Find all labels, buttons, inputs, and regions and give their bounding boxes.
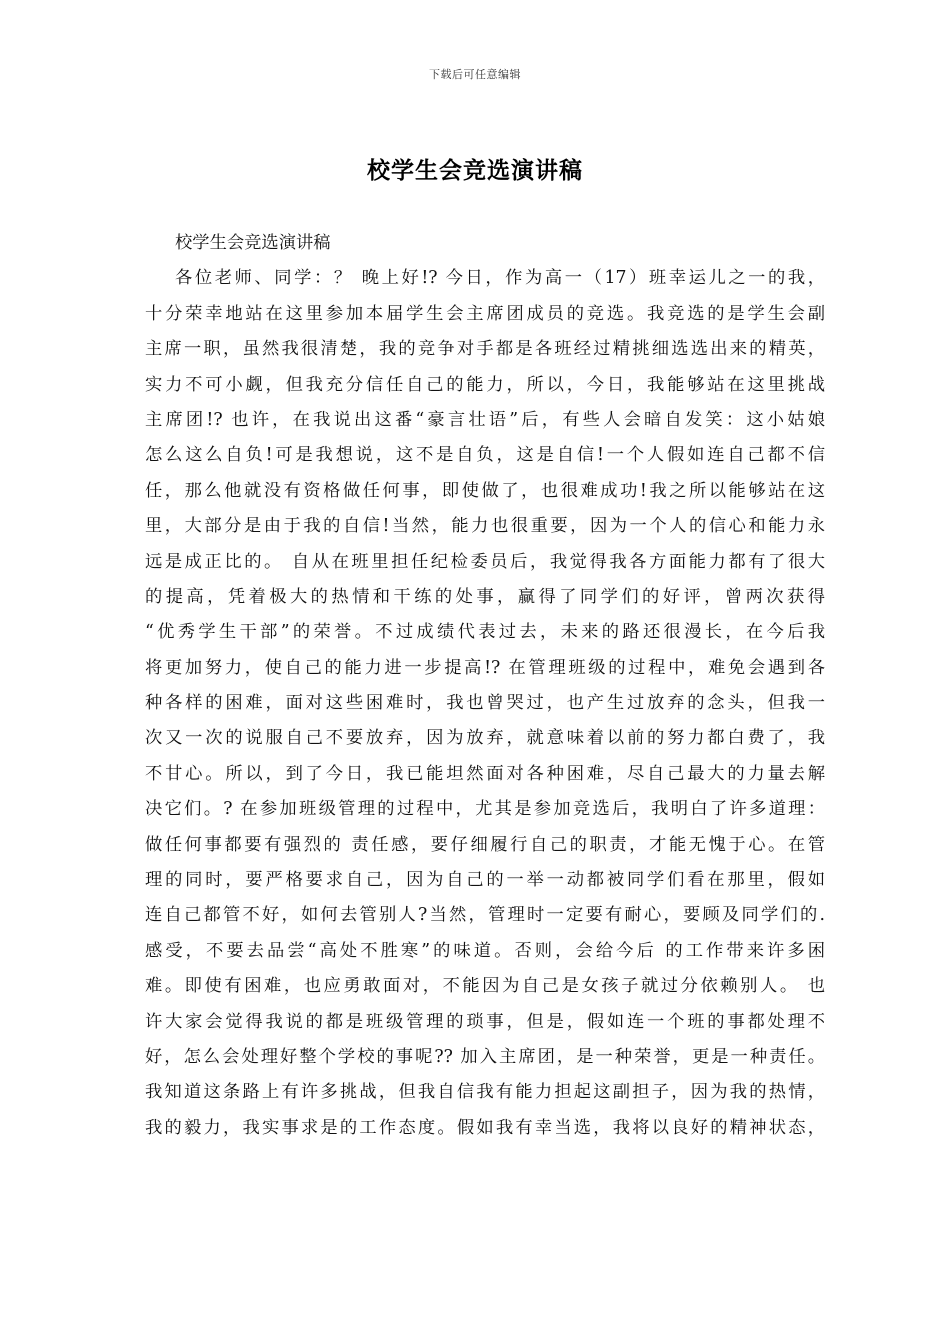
body-line: 许大家会觉得我说的都是班级管理的琐事，但是，假如连一个班的事都处理不 (145, 1011, 825, 1032)
body-line: 十分荣幸地站在这里参加本届学生会主席团成员的竞选。我竞选的是学生会副 (145, 303, 825, 324)
body-line: 里，大部分是由于我的自信!当然，能力也很重要，因为一个人的信心和能力永 (145, 516, 825, 537)
document-body (145, 226, 825, 1146)
body-line: 的提高，凭着极大的热情和干练的处事，赢得了同学们的好评，曾两次获得 (145, 586, 825, 607)
body-line: 将更加努力，使自己的能力进一步提高!? 在管理班级的过程中，难免会遇到各 (145, 657, 825, 678)
body-line: 种各样的困难，面对这些困难时，我也曾哭过，也产生过放弃的念头，但我一 (145, 693, 825, 714)
body-line: 决它们。? 在参加班级管理的过程中，尤其是参加竞选后，我明白了许多道理： (145, 799, 825, 820)
body-line: 怎么这么自负!可是我想说，这不是自负，这是自信!一个人假如连自己都不信 (145, 445, 825, 466)
body-line: 远是成正比的。 自从在班里担任纪检委员后，我觉得我各方面能力都有了很大 (145, 551, 825, 572)
body-line: 各位老师、同学：？ 晚上好!? 今日，作为高一（17）班幸运儿之一的我， (175, 268, 825, 289)
body-line-subtitle: 校学生会竞选演讲稿 (175, 233, 331, 253)
document-title: 校学生会竞选演讲稿 (367, 157, 583, 184)
body-line: 做任何事都要有强烈的 责任感，要仔细履行自己的职责，才能无愧于心。在管 (145, 834, 825, 855)
body-line: 我的毅力，我实事求是的工作态度。假如我有幸当选，我将以良好的精神状态， (145, 1117, 825, 1138)
body-line: 我知道这条路上有许多挑战，但我自信我有能力担起这副担子，因为我的热情， (145, 1082, 825, 1103)
body-line: 感受，不要去品尝“高处不胜寒”的味道。否则，会给今后 的工作带来许多困 (145, 940, 825, 961)
body-line: 次又一次的说服自己不要放弃，因为放弃，就意味着以前的努力都白费了，我 (145, 728, 825, 749)
body-line: 不甘心。所以，到了今日，我已能坦然面对各种困难，尽自己最大的力量去解 (145, 763, 825, 784)
body-line: 实力不可小觑，但我充分信任自己的能力，所以，今日，我能够站在这里挑战 (145, 374, 825, 395)
body-line: 好，怎么会处理好整个学校的事呢?? 加入主席团，是一种荣誉，更是一种责任。 (145, 1046, 825, 1067)
body-line: 理的同时，要严格要求自己，因为自己的一举一动都被同学们看在那里，假如 (145, 870, 825, 891)
body-line: “优秀学生干部”的荣誉。不过成绩代表过去，未来的路还很漫长，在今后我 (145, 622, 825, 643)
body-line: 难。即使有困难，也应勇敢面对，不能因为自己是女孩子就过分依赖别人。 也 (145, 976, 825, 997)
body-line: 主席一职，虽然我很清楚，我的竞争对手都是各班经过精挑细选选出来的精英， (145, 339, 825, 360)
header-note: 下载后可任意编辑 (429, 68, 521, 81)
body-line: 主席团!? 也许，在我说出这番“豪言壮语”后，有些人会暗自发笑：这小姑娘 (145, 409, 825, 430)
body-line: 任，那么他就没有资格做任何事，即使做了，也很难成功!我之所以能够站在这 (145, 480, 825, 501)
body-line: 连自己都管不好，如何去管别人?当然，管理时一定要有耐心，要顾及同学们的. (145, 905, 825, 926)
